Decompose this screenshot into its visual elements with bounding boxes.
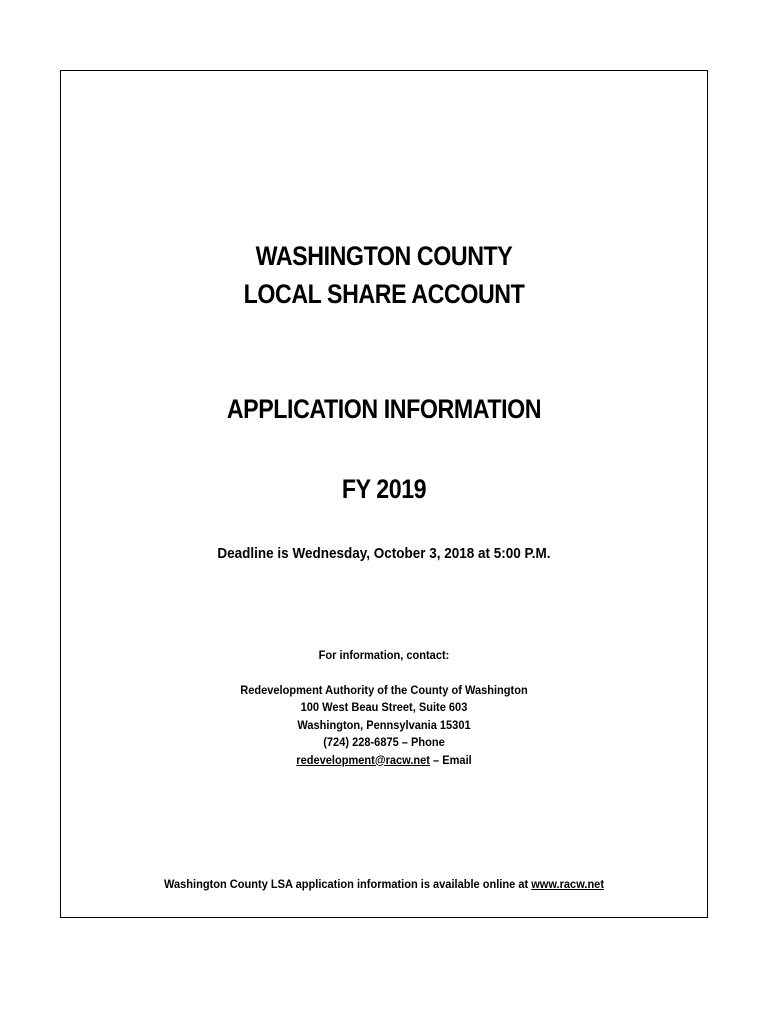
- contact-phone: (724) 228-6875 – Phone: [323, 735, 445, 749]
- deadline-notice: Deadline is Wednesday, October 3, 2018 at 5:00 P.M.: [217, 545, 551, 562]
- title-local-share-account: LOCAL SHARE ACCOUNT: [243, 279, 525, 309]
- title-application-information: APPLICATION INFORMATION: [226, 394, 542, 424]
- contact-email-link[interactable]: redevelopment@racw.net: [296, 752, 430, 767]
- contact-address-line2: Washington, Pennsylvania 15301: [297, 717, 471, 732]
- contact-email-suffix: – Email: [429, 752, 472, 767]
- footer-note: [87, 877, 681, 891]
- contact-block: [61, 647, 707, 769]
- footer-text: Washington County LSA application information is available online at: [163, 877, 532, 891]
- title-washington-county: WASHINGTON COUNTY: [255, 241, 513, 271]
- contact-organization: Redevelopment Authority of the County of Washington: [240, 682, 528, 697]
- title-fiscal-year: FY 2019: [341, 474, 427, 504]
- document-page: [60, 70, 708, 918]
- contact-heading: For information, contact:: [318, 648, 450, 662]
- contact-address-line1: 100 West Beau Street, Suite 603: [300, 700, 468, 714]
- footer-website-link[interactable]: www.racw.net: [531, 877, 605, 891]
- contact-email-line: [87, 752, 681, 770]
